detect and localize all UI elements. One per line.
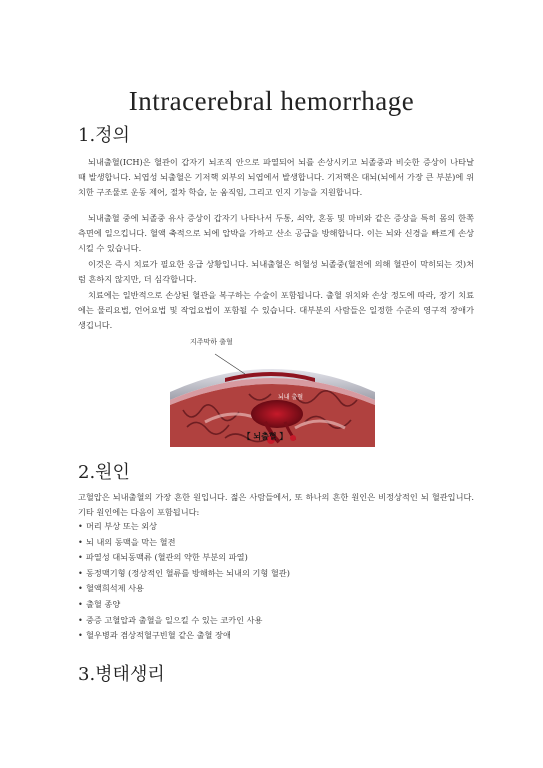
figure-label-intracerebral: 뇌내 출혈: [278, 394, 304, 401]
list-item: • 혈액희석제 사용: [78, 581, 474, 597]
intracerebral-bleed: [251, 400, 303, 428]
definition-paragraph-2: 뇌내출혈 중에 뇌졸중 유사 증상이 갑자기 나타나서 두통, 쇠약, 혼동 및 마비와 같은 증상을 특히 몸의 한쪽 측면에 일으킵니다. 혈액 축적으로 뇌에 압박을 가하고 산소 공급을 방해합니다. 이는 뇌와 신경을 빠르게 손상시킬 수 있습니다.: [78, 213, 474, 254]
document-title: Intracerebral hemorrhage: [128, 86, 415, 116]
list-item: • 혈우병과 겸상적혈구빈혈 같은 출혈 장애: [78, 628, 474, 644]
cause-list: [78, 519, 474, 644]
section-heading-cause: 2.원인: [78, 462, 130, 483]
figure-label-subarachnoid: 지주막하 출혈: [190, 338, 233, 346]
section-heading-pathophysiology: 3.병태생리: [78, 664, 165, 685]
list-item: • 파열성 대뇌동맥류 (혈관의 약한 부분의 파열): [78, 550, 474, 566]
definition-paragraph-4: 치료에는 일반적으로 손상된 혈관을 복구하는 수술이 포함됩니다. 출혈 위치와 손상 정도에 따라, 장기 치료에는 물리요법, 언어요법 및 작업요법이 포함될 수 있습니다. 대부분의 사람들은 일정한 수준의 영구적 장애가 생깁니다.: [78, 290, 474, 331]
list-item: • 뇌 내의 동맥을 막는 혈전: [78, 535, 474, 551]
list-item: • 중증 고혈압과 출혈을 일으킬 수 있는 코카인 사용: [78, 613, 474, 629]
cause-intro-paragraph: 고혈압은 뇌내출혈의 가장 흔한 원입니다. 젊은 사람들에서, 또 하나의 흔한 원인은 비정상적인 뇌 혈관입니다. 기타 원인에는 다음이 포함됩니다:: [78, 492, 474, 518]
definition-paragraph-3: 이것은 즉시 치료가 필요한 응급 상황입니다. 뇌내출혈은 허혈성 뇌졸중(혈전에 의해 혈관이 막히되는 것)처럼 흔하지 않지만, 더 심각합니다.: [78, 259, 474, 285]
list-item: • 머리 부상 또는 외상: [78, 519, 474, 535]
definition-paragraph-1: 뇌내출혈(ICH)은 혈관이 갑자기 뇌조직 안으로 파열되어 뇌를 손상시키고 뇌졸중과 비슷한 증상이 나타날 때 발생합니다. 뇌엽성 뇌출혈은 기저핵 외부의 뇌엽에서 발생합니다. 기저핵은 대뇌(뇌에서 가장 큰 부분)에 위치한 구조물로 운동 제어, 절차 학습, 눈 움직임, 그리고 인지 기능을 지원합니다.: [78, 157, 474, 198]
list-item: • 출혈 종양: [78, 597, 474, 613]
section-heading-definition: 1.정의: [78, 125, 130, 146]
figure-caption: 【 뇌출혈 】: [242, 432, 288, 441]
list-item: • 동정맥기형 (정상적인 혈류를 방해하는 뇌내의 기형 혈관): [78, 566, 474, 582]
